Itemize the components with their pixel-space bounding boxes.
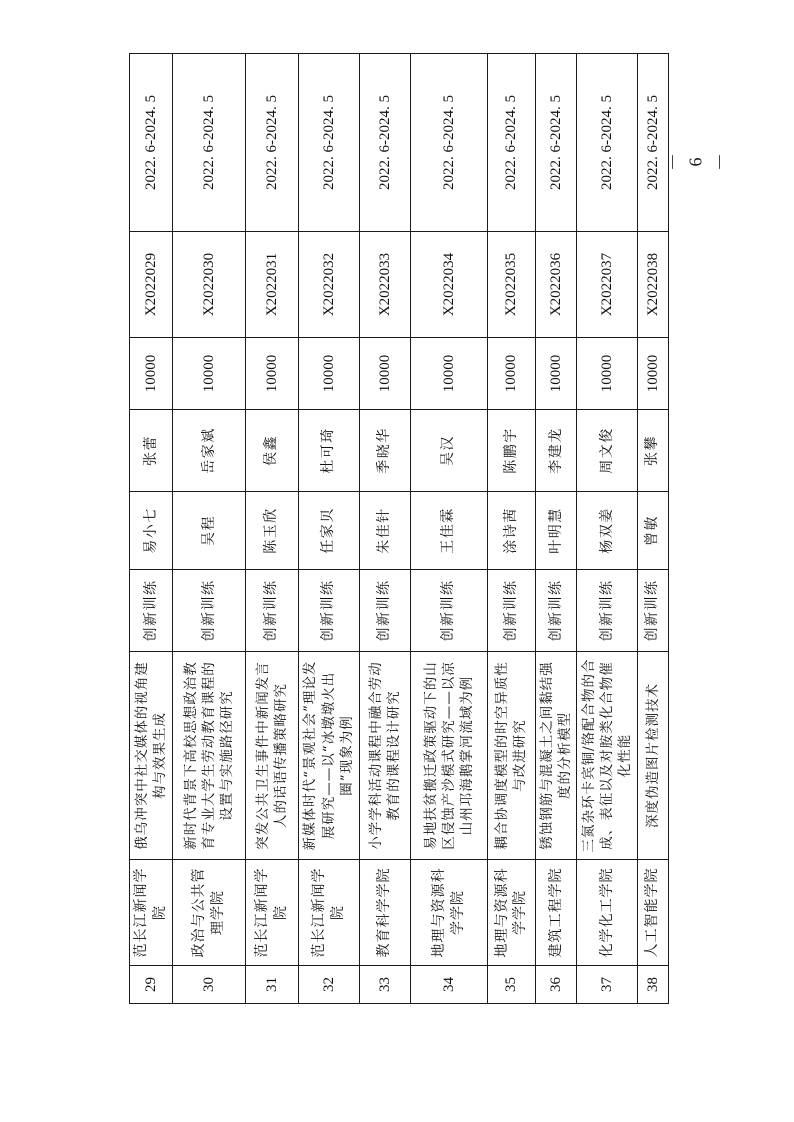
period-cell: 2022. 6-2024. 5	[130, 54, 173, 232]
row-number: 37	[577, 966, 637, 1004]
funding-cell: 10000	[535, 338, 577, 410]
row-number: 32	[298, 966, 360, 1004]
project-title-cell: 俄乌冲突中社交媒体的视角建构与效果生成	[130, 652, 173, 860]
project-type-cell: 创新训练	[360, 570, 410, 652]
leader-cell: 陈玉欣	[246, 492, 298, 570]
member-cell: 杜可琦	[298, 410, 360, 492]
college-cell: 范长江新闻学院	[130, 860, 173, 966]
project-title-cell: 新媒体时代“景观社会”理论发展研究——以“冰墩墩火出圈”现象为例	[298, 652, 360, 860]
project-type-cell: 创新训练	[246, 570, 298, 652]
funding-cell: 10000	[246, 338, 298, 410]
member-cell: 季晓华	[360, 410, 410, 492]
table-row	[246, 54, 298, 1004]
leader-cell: 涂诗茜	[488, 492, 535, 570]
row-number: 35	[488, 966, 535, 1004]
period-cell: 2022. 6-2024. 5	[535, 54, 577, 232]
member-cell: 吴汉	[410, 410, 488, 492]
table-row	[488, 54, 535, 1004]
project-code-cell: X2022030	[173, 232, 246, 338]
row-number: 33	[360, 966, 410, 1004]
project-title-cell: 深度伪造图片检测技术	[637, 652, 668, 860]
funding-cell: 10000	[130, 338, 173, 410]
college-cell: 范长江新闻学院	[298, 860, 360, 966]
row-number: 29	[130, 966, 173, 1004]
project-table	[129, 53, 669, 1004]
table-row	[173, 54, 246, 1004]
project-title-cell: 耦合协调度模型的时空异质性与改进研究	[488, 652, 535, 860]
project-type-cell: 创新训练	[488, 570, 535, 652]
project-title-cell: 小学学科活动课程中融合劳动教育的课程设计研究	[360, 652, 410, 860]
member-cell: 岳家斌	[173, 410, 246, 492]
project-code-cell: X2022036	[535, 232, 577, 338]
project-type-cell: 创新训练	[130, 570, 173, 652]
college-cell: 地理与资源科学学院	[488, 860, 535, 966]
table-body	[130, 54, 669, 1004]
college-cell: 范长江新闻学院	[246, 860, 298, 966]
project-title-cell: 突发公共卫生事件中新闻发言人的话语传播策略研究	[246, 652, 298, 860]
project-code-cell: X2022037	[577, 232, 637, 338]
table-row	[298, 54, 360, 1004]
leader-cell: 王佳霖	[410, 492, 488, 570]
member-cell: 侯鑫	[246, 410, 298, 492]
funding-cell: 10000	[173, 338, 246, 410]
college-cell: 地理与资源科学学院	[410, 860, 488, 966]
project-type-cell: 创新训练	[173, 570, 246, 652]
leader-cell: 易小七	[130, 492, 173, 570]
row-number: 31	[246, 966, 298, 1004]
project-type-cell: 创新训练	[535, 570, 577, 652]
row-number: 34	[410, 966, 488, 1004]
project-type-cell: 创新训练	[577, 570, 637, 652]
row-number: 30	[173, 966, 246, 1004]
leader-cell: 朱佳针	[360, 492, 410, 570]
project-code-cell: X2022029	[130, 232, 173, 338]
member-cell: 陈鹏宇	[488, 410, 535, 492]
funding-cell: 10000	[577, 338, 637, 410]
project-code-cell: X2022031	[246, 232, 298, 338]
college-cell: 化学化工学院	[577, 860, 637, 966]
table-row	[360, 54, 410, 1004]
project-title-cell: 三氮杂环卡宾铜/铬配合物的合成、表征以及对胺类化合物催化性能	[577, 652, 637, 860]
project-code-cell: X2022034	[410, 232, 488, 338]
project-code-cell: X2022032	[298, 232, 360, 338]
row-number: 38	[637, 966, 668, 1004]
period-cell: 2022. 6-2024. 5	[637, 54, 668, 232]
funding-cell: 10000	[298, 338, 360, 410]
table-row	[637, 54, 668, 1004]
project-title-cell: 易地扶贫搬迁政策驱动下的山区侵蚀产沙模式研究——以凉山州邛海鹅掌河流域为例	[410, 652, 488, 860]
table-row	[577, 54, 637, 1004]
project-type-cell: 创新训练	[298, 570, 360, 652]
project-type-cell: 创新训练	[637, 570, 668, 652]
table-row	[410, 54, 488, 1004]
funding-cell: 10000	[410, 338, 488, 410]
leader-cell: 任家贝	[298, 492, 360, 570]
college-cell: 人工智能学院	[637, 860, 668, 966]
period-cell: 2022. 6-2024. 5	[410, 54, 488, 232]
college-cell: 建筑工程学院	[535, 860, 577, 966]
member-cell: 张攀	[637, 410, 668, 492]
period-cell: 2022. 6-2024. 5	[173, 54, 246, 232]
period-cell: 2022. 6-2024. 5	[577, 54, 637, 232]
member-cell: 张蕾	[130, 410, 173, 492]
period-cell: 2022. 6-2024. 5	[360, 54, 410, 232]
leader-cell: 曾敏	[637, 492, 668, 570]
college-cell: 教育科学学院	[360, 860, 410, 966]
table-row	[130, 54, 173, 1004]
period-cell: 2022. 6-2024. 5	[488, 54, 535, 232]
member-cell: 李建龙	[535, 410, 577, 492]
row-number: 36	[535, 966, 577, 1004]
rotated-table-wrapper	[129, 54, 669, 1004]
project-title-cell: 新时代背景下高校思想政治教育专业大学生劳动教育课程的设置与实施路径研究	[173, 652, 246, 860]
table-row	[535, 54, 577, 1004]
period-cell: 2022. 6-2024. 5	[298, 54, 360, 232]
funding-cell: 10000	[488, 338, 535, 410]
leader-cell: 杨双姜	[577, 492, 637, 570]
page-number: － 6 －	[663, 150, 731, 171]
member-cell: 周文俊	[577, 410, 637, 492]
funding-cell: 10000	[637, 338, 668, 410]
project-title-cell: 锈蚀钢筋与混凝土之间黏结强度的分析模型	[535, 652, 577, 860]
project-code-cell: X2022033	[360, 232, 410, 338]
leader-cell: 叶明慧	[535, 492, 577, 570]
project-code-cell: X2022035	[488, 232, 535, 338]
period-cell: 2022. 6-2024. 5	[246, 54, 298, 232]
leader-cell: 吴程	[173, 492, 246, 570]
project-code-cell: X2022038	[637, 232, 668, 338]
project-type-cell: 创新训练	[410, 570, 488, 652]
college-cell: 政治与公共管理学院	[173, 860, 246, 966]
funding-cell: 10000	[360, 338, 410, 410]
